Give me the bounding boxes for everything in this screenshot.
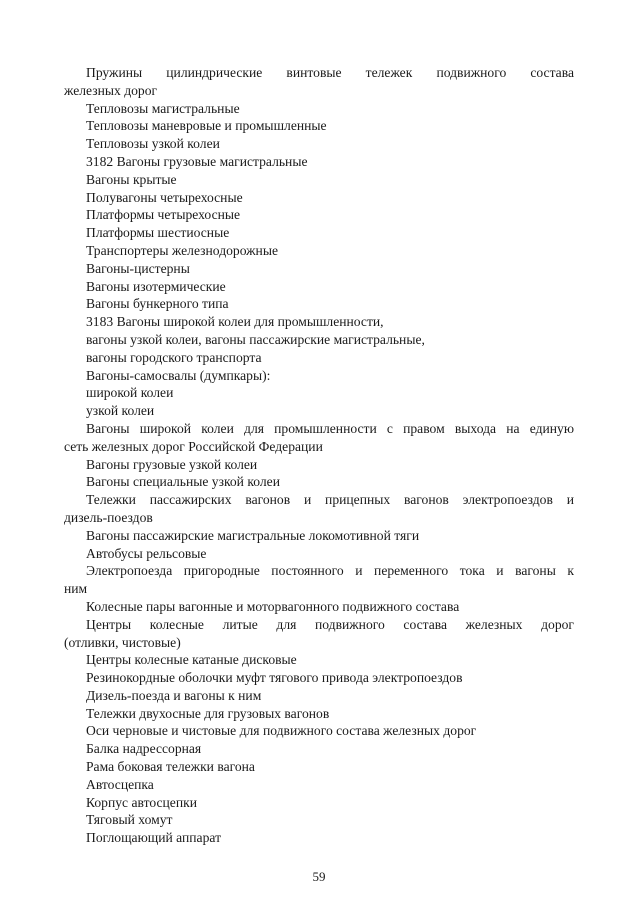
text-line: сеть железных дорог Российской Федерации <box>64 438 323 454</box>
text-line: Вагоны бункерного типа <box>86 296 229 312</box>
text-line: широкой колеи <box>86 385 174 401</box>
text-line: Тяговый хомут <box>86 812 173 828</box>
text-line: Транспортеры железнодорожные <box>86 242 278 258</box>
text-line: Дизель-поезда и вагоны к ним <box>86 687 262 703</box>
text-line: Вагоны крытые <box>86 171 177 187</box>
text-line: Электропоезда пригородные постоянного и переменного тока и вагоны к <box>86 563 574 579</box>
text-line: узкой колеи <box>86 403 155 419</box>
text-line: 3182 Вагоны грузовые магистральные <box>86 153 308 169</box>
text-line: Центры колесные катаные дисковые <box>86 652 297 668</box>
text-line: Тележки пассажирских вагонов и прицепных вагонов электропоездов и <box>86 492 574 508</box>
text-line: вагоны городского транспорта <box>86 349 262 365</box>
text-line: Балка надрессорная <box>86 741 202 757</box>
text-line: Вагоны пассажирские магистральные локомотивной тяги <box>86 527 420 543</box>
body-text <box>64 64 574 847</box>
text-line: Колесные пары вагонные и моторвагонного подвижного состава <box>86 598 460 614</box>
text-line: 3183 Вагоны широкой колеи для промышленности, <box>86 314 384 330</box>
text-line: Автобусы рельсовые <box>86 545 207 561</box>
text-line: ним <box>64 581 88 597</box>
text-line: железных дорог <box>64 82 158 98</box>
text-line: Автосцепка <box>86 776 154 792</box>
text-line: Пружины цилиндрические винтовые тележек подвижного состава <box>86 65 574 80</box>
text-line: Резинокордные оболочки муфт тягового привода электропоездов <box>86 670 463 686</box>
text-line: Поглощающий аппарат <box>86 830 222 846</box>
text-line: Вагоны изотермические <box>86 278 226 294</box>
page-number: 59 <box>312 869 326 884</box>
text-line: Вагоны грузовые узкой колеи <box>86 456 258 472</box>
text-line: Вагоны широкой колеи для промышленности с правом выхода на единую <box>86 420 574 436</box>
text-line: Вагоны-самосвалы (думпкары): <box>86 367 271 383</box>
text-line: Рама боковая тележки вагона <box>86 759 255 775</box>
text-line: Полувагоны четырехосные <box>86 189 243 205</box>
text-line: Платформы шестиосные <box>86 225 230 241</box>
text-line: Вагоны-цистерны <box>86 260 190 276</box>
text-line: дизель-поездов <box>64 509 153 525</box>
text-line: Корпус автосцепки <box>86 794 197 810</box>
text-line: Тележки двухосные для грузовых вагонов <box>86 705 330 721</box>
text-line: (отливки, чистовые) <box>64 634 181 650</box>
text-line: Центры колесные литые для подвижного состава железных дорог <box>86 616 574 632</box>
text-line: вагоны узкой колеи, вагоны пассажирские магистральные, <box>86 331 425 347</box>
text-line: Вагоны специальные узкой колеи <box>86 474 280 490</box>
text-line: Тепловозы магистральные <box>86 100 240 116</box>
text-line: Тепловозы маневровые и промышленные <box>86 118 327 134</box>
text-line: Платформы четырехосные <box>86 207 241 223</box>
text-line: Оси черновые и чистовые для подвижного состава железных дорог <box>86 723 477 739</box>
text-line: Тепловозы узкой колеи <box>86 136 220 152</box>
